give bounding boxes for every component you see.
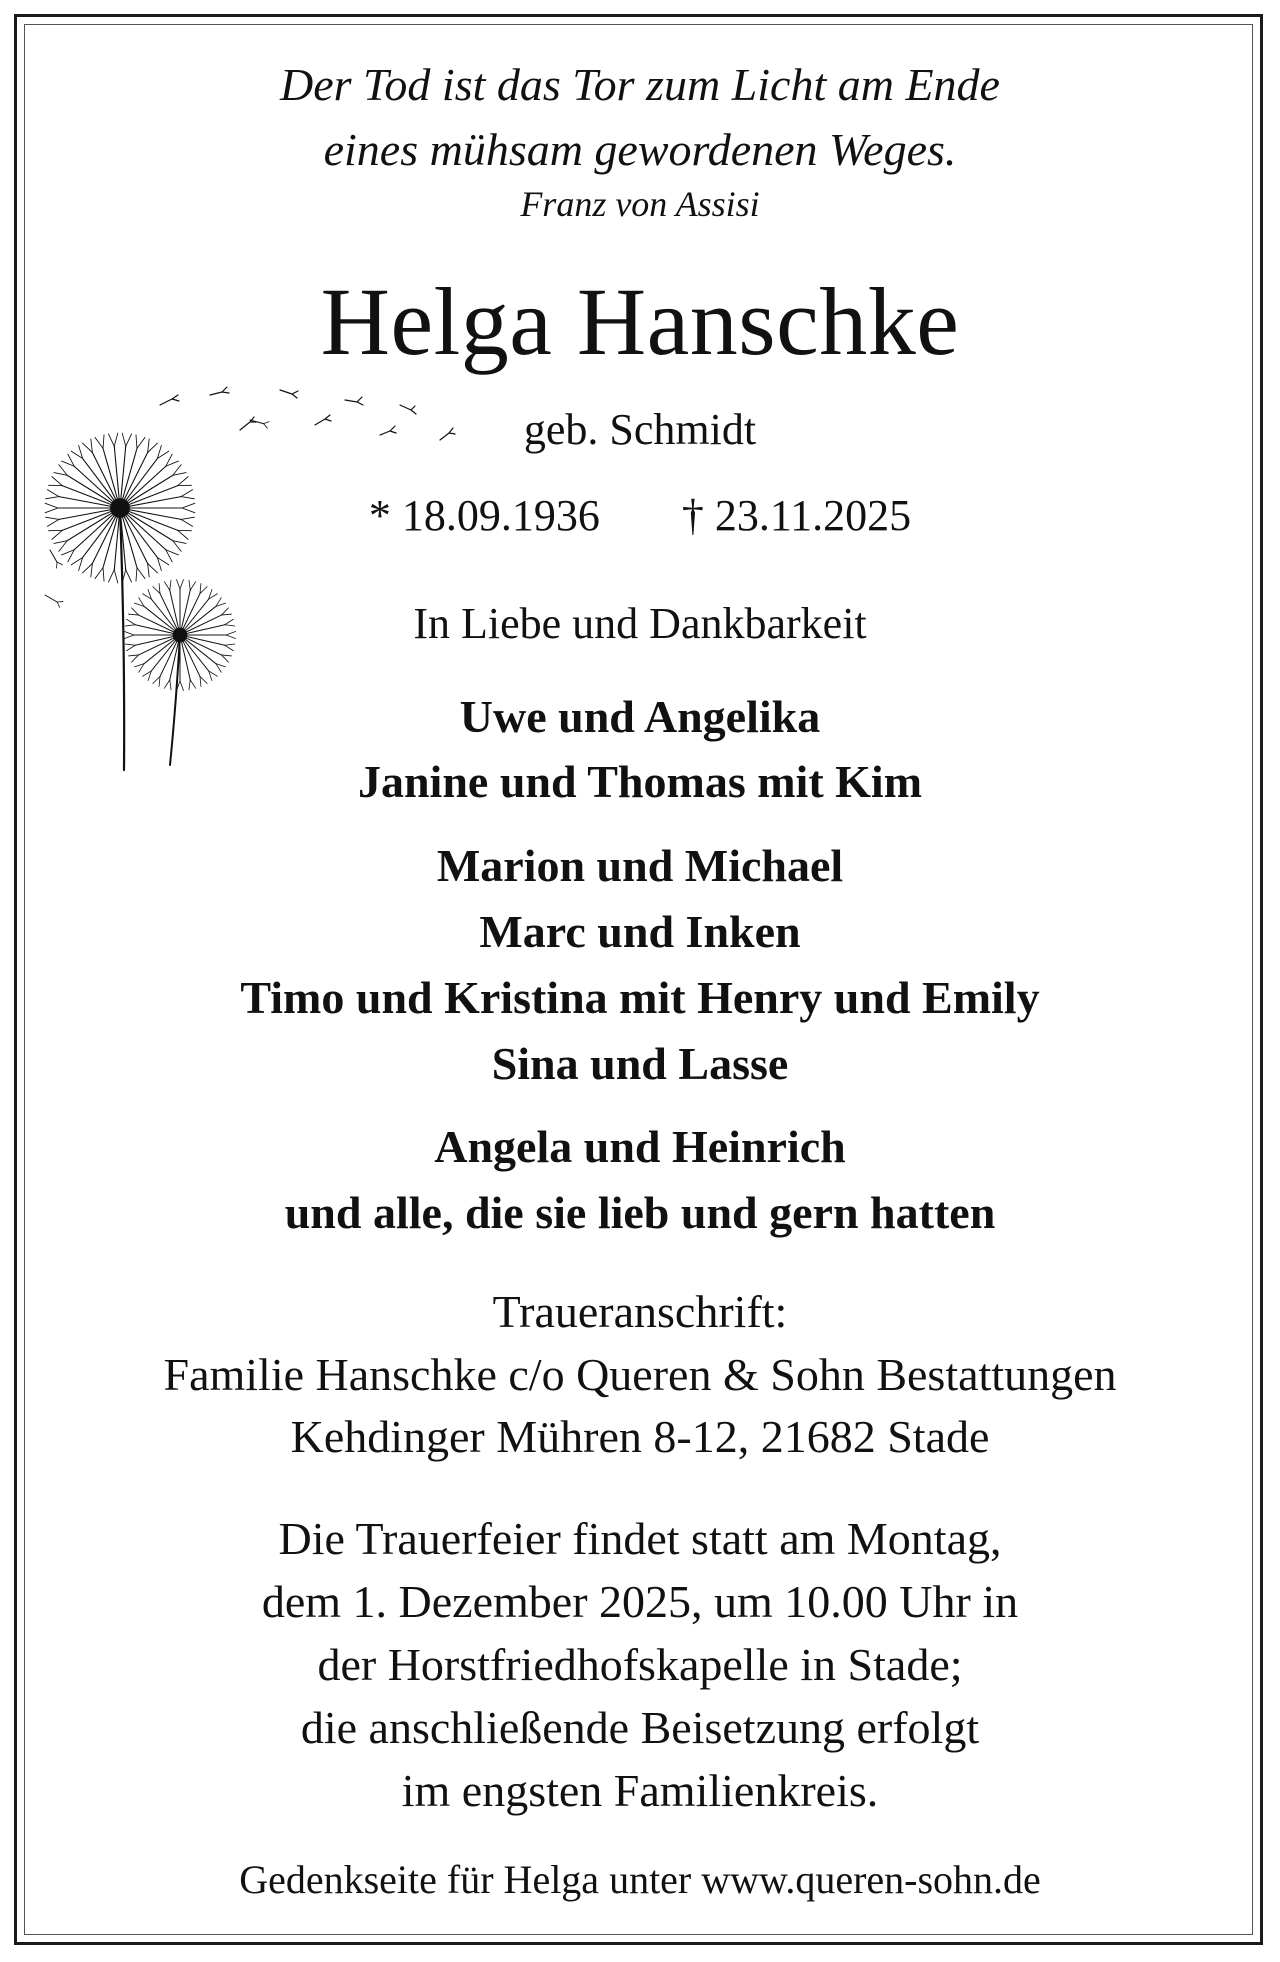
mourner-line: Sina und Lasse (491, 1038, 789, 1089)
birth-date: * 18.09.1936 (368, 491, 600, 540)
address-line-1: Familie Hanschke c/o Queren & Sohn Bestattungen (163, 1349, 1117, 1400)
ceremony-line: dem 1. Dezember 2025, um 10.00 Uhr in (261, 1576, 1019, 1627)
mourner-line: und alle, die sie lieb und gern hatten (284, 1187, 996, 1238)
quote-author: Franz von Assisi (520, 184, 760, 224)
mourner-line: Timo und Kristina mit Henry und Emily (240, 972, 1040, 1023)
ceremony-line: im engsten Familienkreis. (401, 1765, 879, 1816)
address-line-2: Kehdinger Mühren 8-12, 21682 Stade (290, 1411, 990, 1462)
mourner-line: Janine und Thomas mit Kim (357, 756, 923, 807)
quote-line-2: eines mühsam gewordenen Weges. (323, 124, 957, 175)
dedication: In Liebe und Dankbarkeit (413, 599, 867, 648)
address-heading: Traueranschrift: (492, 1286, 788, 1337)
flying-seeds-icon (140, 380, 500, 460)
memorial-page-link-text: Gedenkseite für Helga unter www.queren-sohn.de (239, 1857, 1041, 1902)
ceremony-line: der Horstfriedhofskapelle in Stade; (317, 1639, 963, 1690)
ceremony-line: die anschließende Beisetzung erfolgt (300, 1702, 980, 1753)
death-date: † 23.11.2025 (681, 491, 912, 540)
deceased-name: Helga Hanschke (320, 268, 960, 375)
ceremony-line: Die Trauerfeier findet statt am Montag, (278, 1513, 1002, 1564)
quote-line-1: Der Tod ist das Tor zum Licht am Ende (280, 59, 1000, 110)
mourner-line: Uwe und Angelika (459, 691, 821, 742)
mourner-line: Marc und Inken (479, 906, 801, 957)
birth-name: geb. Schmidt (523, 405, 757, 454)
mourner-line: Marion und Michael (436, 840, 844, 891)
mourner-line: Angela und Heinrich (434, 1121, 846, 1172)
